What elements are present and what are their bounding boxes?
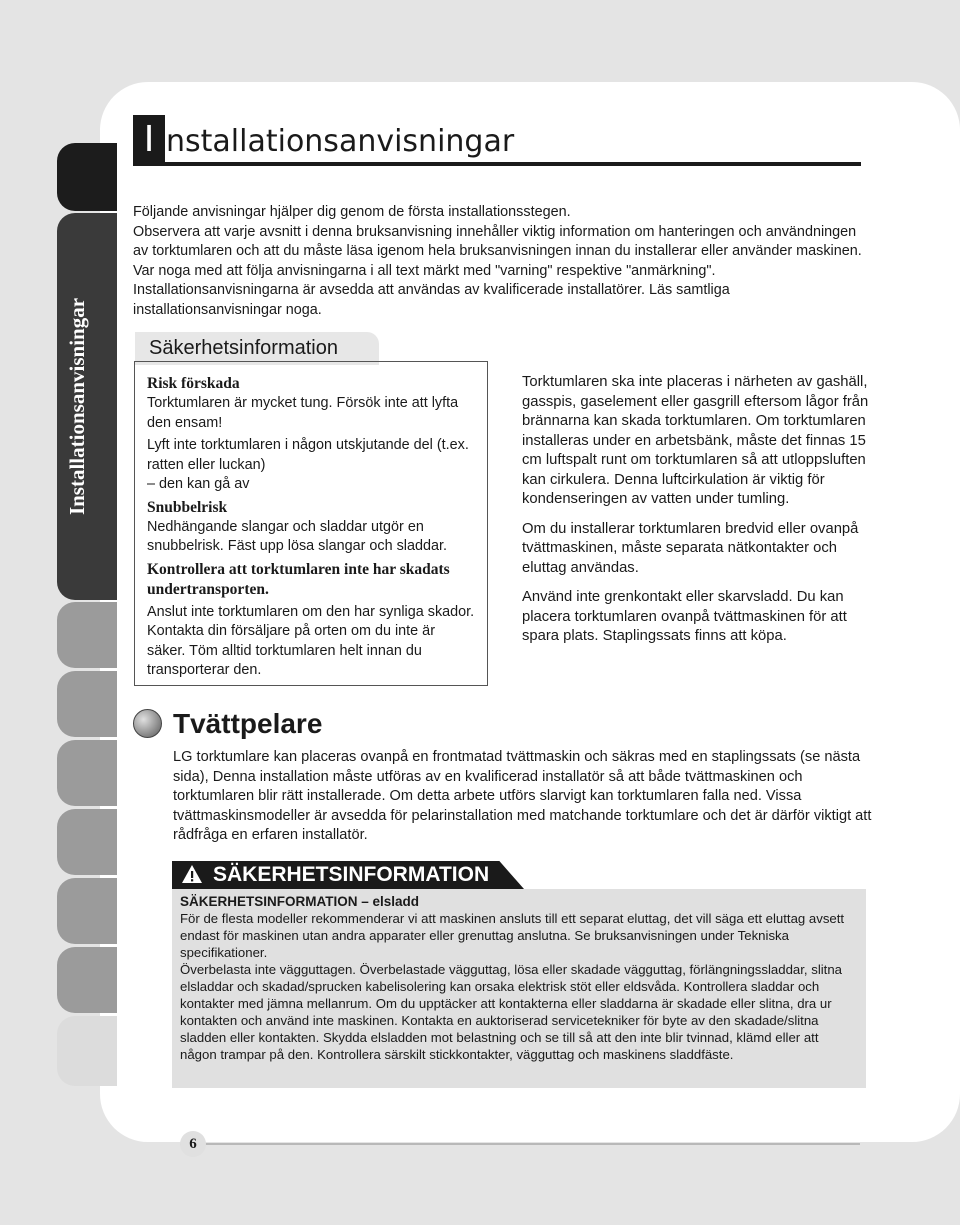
- side-tab-label: Installationsanvisningar: [65, 297, 90, 516]
- safety-text-4: Nedhängande slangar och sladdar utgör en snubbelrisk. Fäst upp lösa slangar och sladdar.: [147, 518, 447, 554]
- right-para-2: Om du installerar torktumlaren bredvid eller ovanpå tvättmaskinen, måste separata nätkontakter och eluttag användas.: [522, 520, 859, 576]
- footer-rule: [180, 1143, 860, 1145]
- side-tab-5[interactable]: [57, 809, 117, 875]
- safety-box: [134, 361, 488, 686]
- intro-line-1: Följande anvisningar hjälper dig genom de första installationsstegen.: [133, 204, 571, 220]
- page-number: 6: [180, 1131, 206, 1157]
- intro-line-2: Observera att varje avsnitt i denna bruksanvisning innehåller viktig information om hanteringen och användningen av torktumlaren och att du måste läsa igenom hela bruksanvisningen innan du installerar eller använder maskinen. Var noga med att följa anvisningarna i all text märkt med "varning" respektive "anmärkning". Installationsanvisningarna är avsedda att användas av kvalificerade installatörer. Läs samtliga installationsanvisningar noga.: [133, 223, 862, 318]
- right-column: [522, 373, 882, 657]
- title-initial: I: [143, 119, 155, 160]
- title-rule: [133, 162, 861, 166]
- side-tab-7[interactable]: [57, 947, 117, 1013]
- right-para-1: Torktumlaren ska inte placeras i närheten av gashäll, gasspis, gaselement eller gasgrill eftersom lågor från brännarna kan skada torktumlaren. Om torktumlaren installeras under en arbetsbänk, måste det finnas 15 cm luftspalt runt om torktumlaren så att utloppsluften kan cirkulera. Denna luftcirkulation är viktig för kondenseringen av vatten under tumling.: [522, 374, 869, 507]
- intro-text: [133, 203, 873, 320]
- section-text: LG torktumlare kan placeras ovanpå en frontmatad tvättmaskin och säkras med en staplingssats (se nästa sida), Denna installation måste utföras av en kvalificerad installatör så att både tvättmaskinen och torktumlaren blir rätt installerade. Om detta arbete utförs slarvigt kan torktumlaren falla ned. Vissa tvättmaskinsmodeller är avsedda för pelarinstallation med matchande torktumlare och det är därför viktigt att rådfråga en erfaren installatör.: [173, 749, 872, 843]
- warning-text-2: Överbelasta inte vägguttagen. Överbelastade vägguttag, lösa eller skadade vägguttag, förlängningssladdar, slitna elsladdar och skadad/sprucken kabelisolering kan orsaka elektrisk stöt eller eldsvåda. Kontrollera sladdar och kontakter med jämna mellanrum. Om du upptäcker att kontakterna eller sladdarna är skadade eller slitna, dra ur kontakten och använd inte maskinen. Kontakta en auktoriserad servicetekniker för byte av den skadade/slitna sladden eller kontakten. Skydda elsladden mot belastning och se till så att den inte blir tvinnad, klämd eller att någon trampar på den. Kontrollera särskilt stickkontakter, vägguttag och maskinens sladdfäste.: [180, 962, 843, 1062]
- warning-text-1: För de flesta modeller rekommenderar vi att maskinen ansluts till ett separat eluttag, det vill säga ett eluttag avsett endast för maskinen utan andra apparater eller grenuttag anslutna. Se bruksanvisningen under Tekniska specifikationer.: [180, 911, 845, 960]
- safety-text-2: Lyft inte torktumlaren i någon utskjutande del (t.ex. ratten eller luckan): [147, 437, 469, 473]
- side-tab-4[interactable]: [57, 740, 117, 806]
- safety-heading-1: Risk förskada: [147, 375, 240, 392]
- side-tab-3[interactable]: [57, 671, 117, 737]
- right-para-3: Använd inte grenkontakt eller skarvsladd. Du kan placera torktumlaren ovanpå tvättmaskinen för att spara plats. Staplingssats finns att köpa.: [522, 589, 847, 644]
- side-tab-6[interactable]: [57, 878, 117, 944]
- safety-text-1: Torktumlaren är mycket tung. Försök inte att lyfta den ensam!: [147, 395, 459, 431]
- warning-triangle-icon: [181, 864, 203, 884]
- warning-box: [172, 889, 866, 1088]
- warning-subtitle: SÄKERHETSINFORMATION – elsladd: [180, 894, 420, 909]
- section-heading: Tvättpelare: [173, 708, 323, 739]
- side-tab-2[interactable]: [57, 602, 117, 668]
- warning-banner-title: SÄKERHETSINFORMATION: [213, 863, 490, 886]
- safety-tab-label: Säkerhetsinformation: [149, 337, 338, 359]
- safety-text-3: – den kan gå av: [147, 476, 250, 492]
- side-tab-top[interactable]: [57, 143, 117, 211]
- safety-heading-2: Snubbelrisk: [147, 498, 228, 516]
- safety-heading-3: Kontrollera att torktumlaren inte har skadats undertransporten.: [147, 560, 450, 598]
- side-tab-8[interactable]: [57, 1016, 117, 1086]
- safety-text-5: Anslut inte torktumlaren om den har synliga skador. Kontakta din försäljare på orten om du inte är säker. Töm alltid torktumlaren helt innan du transporterar den.: [147, 603, 475, 678]
- bullet-circle-icon: [133, 709, 162, 738]
- page-title: nstallationsanvisningar: [166, 124, 515, 159]
